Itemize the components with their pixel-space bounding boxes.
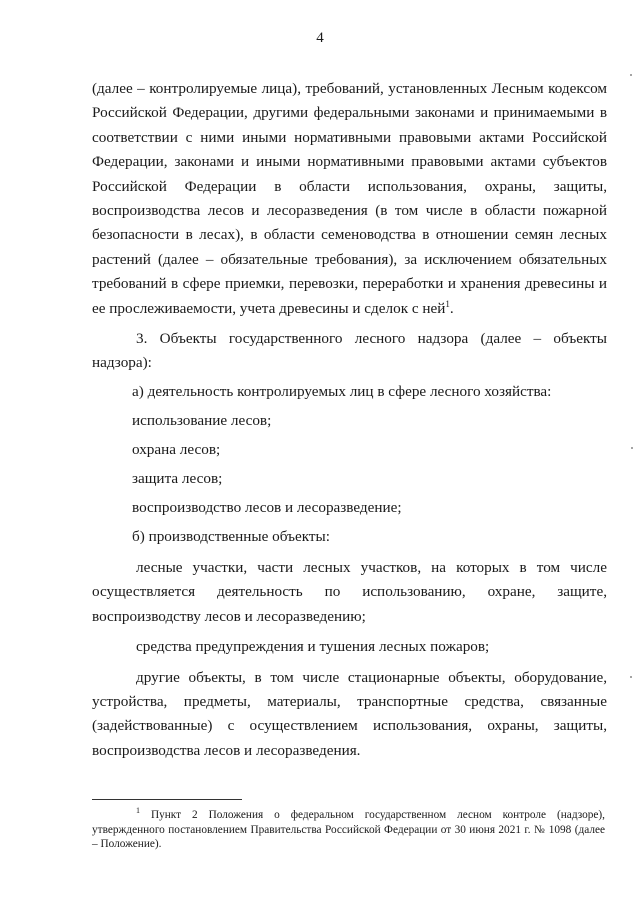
list-item-forest-protection: охрана лесов;: [132, 441, 221, 459]
page-number: 4: [316, 30, 324, 46]
list-item-b: б) производственные объекты:: [132, 528, 330, 546]
footnote-text: Пункт 2 Положения о федеральном государственном лесном контроле (надзоре), утвержденного постановлением Правительства Российской Федерации от 30 июня 2021 г. № 1098 (далее – Положение).: [92, 809, 605, 850]
footnote-separator: [92, 799, 242, 800]
list-item-forest-use: использование лесов;: [132, 412, 272, 430]
scan-speck: [631, 447, 633, 449]
scan-speck: [630, 74, 632, 76]
document-body: [92, 77, 607, 763]
paragraph-text: (далее – контролируемые лица), требований, установленных Лесным кодексом Российской Федерации, другими федеральными законами и принимаемыми в соответствии с ними иными нормативными правовыми актами Российской Федерации, законами и иными нормативными правовыми актами субъектов Российской Федерации в области использования, охраны, защиты, воспроизводства лесов и лесоразведения (в том числе в области пожарной безопасности в лесах), в области семеноводства в отношении семян лесных растений (далее – обязательные требования), за исключением обязательных требований в сфере приемки, перевозки, переработки и хранения древесины и ее прослеживаемости, учета древесины и сделок с ней: [92, 80, 607, 317]
paragraph-objects-heading: 3. Объекты государственного лесного надзора (далее – объекты надзора):: [92, 330, 607, 372]
list-item-a: а) деятельность контролируемых лиц в сфере лесного хозяйства:: [132, 383, 552, 401]
footnote-reference: 1: [445, 298, 450, 309]
paragraph-forest-plots: лесные участки, части лесных участков, на которых в том числе осуществляется деятельность по использованию, охране, защите, воспроизводству лесов и лесоразведению;: [92, 558, 607, 625]
paragraph-continuation: (далее – контролируемые лица), требований, установленных Лесным кодексом Российской Федерации, другими федеральными законами и принимаемыми в соответствии с ними иными нормативными правовыми актами Российской Федерации, законами и иными нормативными правовыми актами субъектов Российской Федерации в области использования, охраны, защиты, воспроизводства лесов и лесоразведения (в том числе в области пожарной безопасности в лесах), в области семеноводства в отношении семян лесных растений (далее – обязательные требования), за исключением обязательных требований в сфере приемки, перевозки, переработки и хранения древесины и ее прослеживаемости, учета древесины и сделок с ней$^1$.: [92, 80, 607, 317]
paragraph-fire-equipment: средства предупреждения и тушения лесных пожаров;: [136, 638, 490, 656]
footnote-marker: 1: [136, 806, 140, 816]
scan-speck: [630, 676, 632, 678]
paragraph-other-objects: другие объекты, в том числе стационарные объекты, оборудование, устройства, предметы, материалы, транспортные средства, связанные (задействованные) с осуществлением использования, охраны, защиты, воспроизводства лесов и лесоразведения.: [92, 668, 607, 759]
list-item-forest-defense: защита лесов;: [132, 470, 223, 488]
list-item-reforestation: воспроизводство лесов и лесоразведение;: [132, 499, 402, 517]
footnote: [92, 808, 605, 852]
